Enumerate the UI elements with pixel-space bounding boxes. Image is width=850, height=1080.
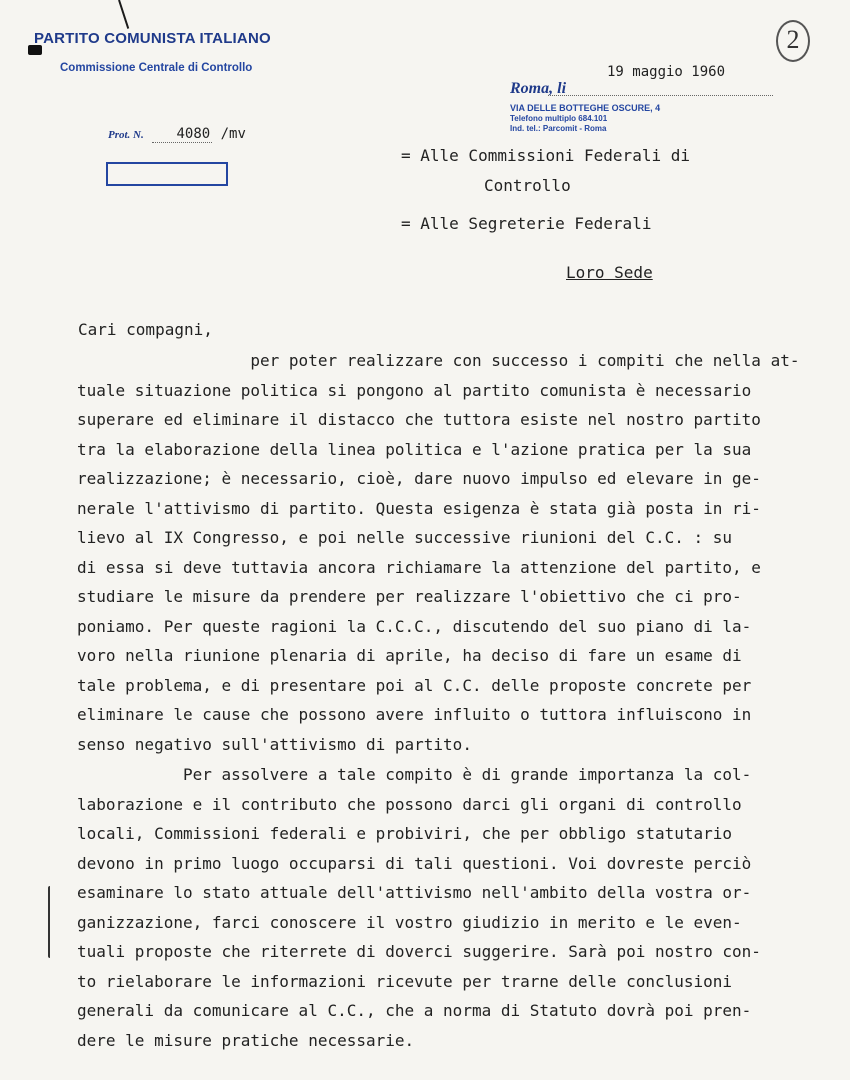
address-street: VIA DELLE BOTTEGHE OSCURE, 4 [510, 103, 661, 113]
recipient-line-2: = Alle Segreterie Federali [401, 214, 652, 233]
margin-annotation-mark [48, 886, 53, 958]
loro-sede: Loro Sede [566, 263, 653, 282]
letterhead-subtitle: Commissione Centrale di Controllo [60, 62, 253, 74]
recipient-line-1: = Alle Commissioni Federali di [401, 146, 690, 165]
place-label: Roma, li [510, 80, 567, 97]
protocol-label: Prot. N. [108, 129, 144, 141]
protocol-suffix: /mv [220, 126, 246, 142]
address-phone: Telefono multiplo 684.101 [510, 114, 608, 123]
recipient-line-1b: Controllo [484, 176, 571, 195]
body-paragraph-2: Per assolvere a tale compito è di grande importanza la col- laborazione e il contributo che possono darci gli organi di controllo locali, Commissioni federali e probiviri, che per obbligo statutario devono in primo luogo occuparsi di tali questioni. Voi dovreste perciò esaminare lo stato attuale dell'attivismo nell'ambito della vostra or- ganizzazione, farci conoscere il vostro giudizio in merito e le even- tuali proposte che riterrete di doverci suggerire. Sarà poi nostro con- to rielaborare le informazioni ricevute per trarne delle conclusioni generali da comunicare al C.C., che a norma di Statuto dovrà poi pren- dere le misure pratiche necessarie. [77, 765, 761, 1050]
letterhead-address [510, 103, 660, 134]
salutation: Cari compagni, [78, 320, 213, 339]
protocol-value: 4080 [152, 126, 212, 143]
stamp-box [106, 162, 228, 186]
letter-date: 19 maggio 1960 [607, 64, 726, 80]
letterhead-title: PARTITO COMUNISTA ITALIANO [34, 30, 271, 47]
handwritten-page-number: 2 [776, 20, 810, 62]
address-telegraph: Ind. tel.: Parcomit - Roma [510, 124, 607, 133]
place-dotted-line [548, 95, 773, 96]
protocol-number [108, 126, 246, 143]
body-paragraph-1: per poter realizzare con successo i compiti che nella at- tuale situazione politica si pongono al partito comunista è necessario superare ed eliminare il distacco che tuttora esiste nel nostro partito tra la elaborazione della linea politica e l'azione pratica per la sua realizzazione; è necessario, cioè, dare nuovo impulso ed elevare in ge- nerale l'attivismo di partito. Questa esigenza è stata già posta in ri- lievo al IX Congresso, e poi nelle successive riunioni del C.C. : su di essa si deve tuttavia ancora richiamare la attenzione del partito, e studiare le misure da prendere per realizzare l'obiettivo che ci pro- poniamo. Per queste ragioni la C.C.C., discutendo del suo piano di la- voro nella riunione plenaria di aprile, ha deciso di fare un esame di tale problema, e di presentare poi al C.C. delle proposte concrete per eliminare le cause che possono avere influito o tuttora influiscono in senso negativo sull'attivismo di partito. [77, 351, 800, 754]
staple-mark [118, 0, 129, 29]
